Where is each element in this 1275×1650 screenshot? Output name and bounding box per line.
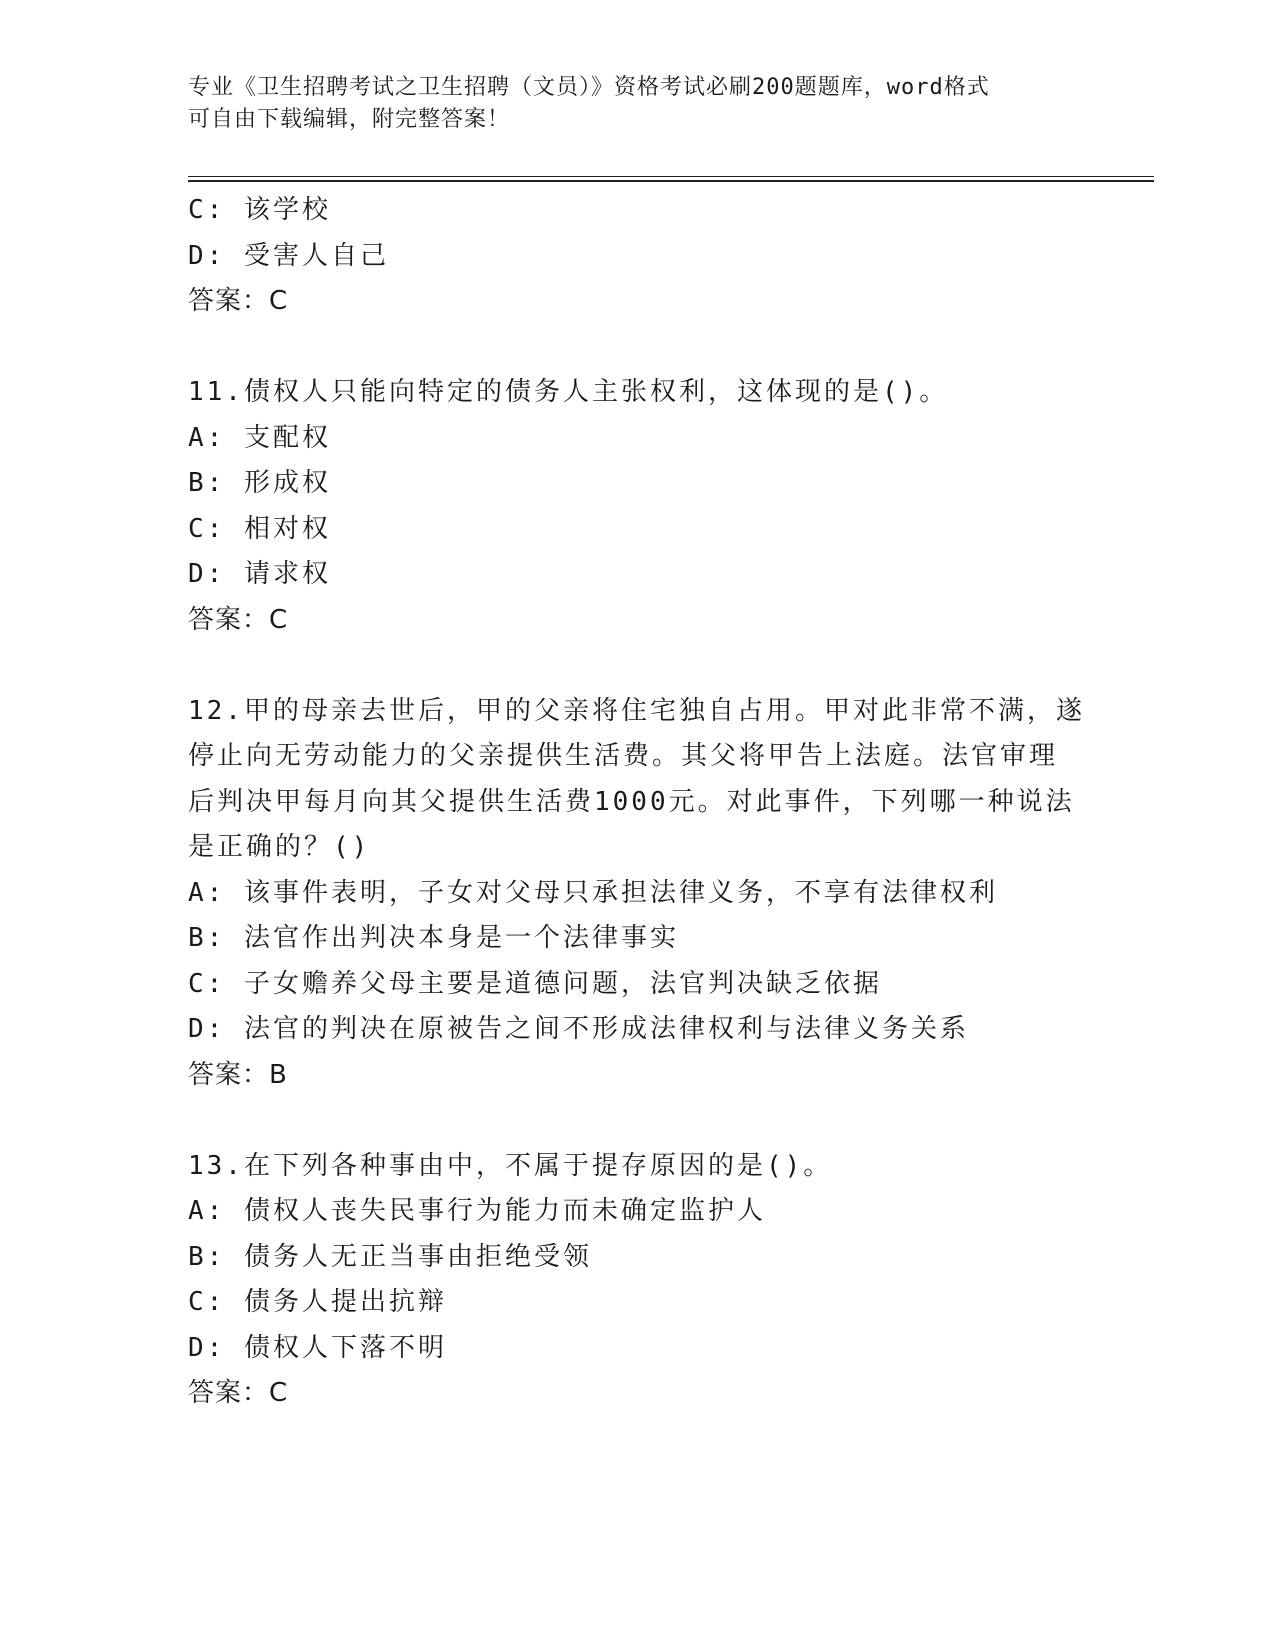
option-text: 受害人自己 (243, 240, 389, 271)
option-text: 该事件表明，子女对父母只承担法律义务，不享有法律权利 (243, 877, 998, 908)
option-c (188, 1280, 1088, 1326)
page-header (188, 72, 1068, 136)
option-label: C: (188, 968, 226, 999)
option-c (188, 188, 1088, 234)
option-text: 债务人无正当事由拒绝受领 (243, 1241, 592, 1272)
option-label: D: (188, 1332, 226, 1363)
option-label: B: (188, 923, 226, 953)
spacer (188, 643, 1088, 689)
option-label: C: (188, 1287, 226, 1317)
question-13 (188, 1144, 1088, 1417)
question-stem-line: 停止向无劳动能力的父亲提供生活费。其父将甲告上法庭。法官审理 (188, 741, 1059, 771)
spacer (188, 1098, 1088, 1144)
answer: 答案：C (188, 604, 289, 635)
option-b (188, 1235, 1088, 1281)
option-d (188, 1007, 1088, 1053)
option-label: D: (188, 559, 226, 589)
option-a (188, 416, 1088, 462)
option-label: A: (188, 1196, 226, 1226)
header-title-line-1: 专业《卫生招聘考试之卫生招聘（文员）》资格考试必刷200题题库，word格式 (188, 75, 990, 100)
option-label: C: (188, 513, 226, 544)
option-text: 该学校 (243, 195, 331, 225)
option-text: 债权人下落不明 (243, 1332, 447, 1363)
spacer (188, 325, 1088, 371)
option-label: D: (188, 1014, 226, 1044)
option-text: 请求权 (243, 559, 331, 589)
option-text: 子女赡养父母主要是道德问题，法官判决缺乏依据 (243, 968, 882, 999)
option-label: A: (188, 877, 226, 908)
option-a (188, 871, 1088, 917)
option-text: 支配权 (243, 422, 331, 453)
option-label: A: (188, 422, 226, 453)
question-stem-line: 是正确的？() (188, 832, 371, 862)
option-label: C: (188, 195, 226, 225)
answer: 答案：C (188, 1378, 289, 1408)
option-text: 法官的判决在原被告之间不形成法律权利与法律义务关系 (243, 1014, 969, 1044)
question-stem: 13.在下列各种事由中，不属于提存原因的是()。 (188, 1150, 833, 1181)
option-d (188, 234, 1088, 280)
question-stem-line: 后判决甲每月向其父提供生活费1000元。对此事件，下列哪一种说法 (188, 786, 1075, 817)
option-text: 法官作出判决本身是一个法律事实 (243, 923, 679, 953)
option-text: 形成权 (243, 468, 331, 498)
question-12 (188, 689, 1088, 1099)
header-divider (188, 176, 1154, 182)
option-b (188, 916, 1088, 962)
question-11 (188, 370, 1088, 643)
option-label: B: (188, 1241, 226, 1272)
question-list (188, 188, 1088, 1417)
answer: 答案：C (188, 286, 289, 316)
option-d (188, 1326, 1088, 1372)
option-c (188, 507, 1088, 553)
question-10 (188, 188, 1088, 325)
option-text: 债权人丧失民事行为能力而未确定监护人 (243, 1196, 766, 1226)
answer: 答案：B (188, 1059, 288, 1090)
option-text: 相对权 (243, 513, 331, 544)
option-a (188, 1189, 1088, 1235)
option-label: D: (188, 240, 226, 271)
question-stem-line: 12.甲的母亲去世后，甲的父亲将住宅独自占用。甲对此非常不满，遂 (188, 695, 1085, 726)
option-c (188, 962, 1088, 1008)
option-b (188, 461, 1088, 507)
header-title-line-2: 可自由下载编辑，附完整答案！ (188, 107, 511, 132)
option-label: B: (188, 468, 226, 498)
option-text: 债务人提出抗辩 (243, 1287, 447, 1317)
question-stem: 11.债权人只能向特定的债务人主张权利，这体现的是()。 (188, 377, 949, 407)
option-d (188, 552, 1088, 598)
